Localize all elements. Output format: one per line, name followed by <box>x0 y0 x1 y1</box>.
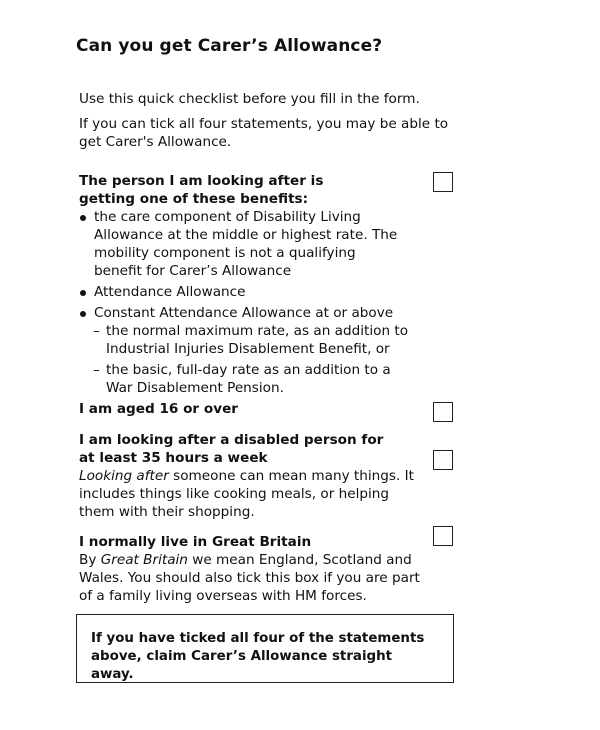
statement-residence-text <box>79 551 427 605</box>
statement-hours <box>79 431 424 521</box>
benefit-aa: Attendance Allowance <box>94 284 246 300</box>
caa-option-wdp: the basic, full-day rate as an addition to a War Disablement Pension. <box>106 362 391 396</box>
list-item <box>79 322 424 358</box>
benefit-dla: the care component of Disability Living Allowance at the middle or highest rate. The mobility component is not a qualifying benefit for Carer’s Allowance <box>94 209 398 279</box>
bullet-icon <box>80 215 86 221</box>
statement-hours-text <box>79 467 424 521</box>
great-britain-term: Great Britain <box>100 552 188 568</box>
residence-prefix: By <box>79 552 101 568</box>
list-item <box>79 304 424 322</box>
intro-line-1: Use this quick checklist before you fill in the form. <box>79 91 420 107</box>
statement-benefits <box>79 172 424 397</box>
dash-mark: – <box>93 323 100 339</box>
statement-hours-heading: I am looking after a disabled person for at least 35 hours a week <box>79 432 384 466</box>
statement-residence <box>79 533 424 605</box>
claim-callout-text: If you have ticked all four of the statements above, claim Carer’s Allowance straight away. <box>91 631 425 682</box>
statement-age-heading: I am aged 16 or over <box>79 401 238 417</box>
dash-mark: – <box>93 362 100 378</box>
bullet-icon <box>80 311 86 317</box>
statement-benefits-heading: The person I am looking after is getting one of these benefits: <box>79 173 324 207</box>
list-item <box>79 208 404 280</box>
caa-option-iidb: the normal maximum rate, as an addition to Industrial Injuries Disablement Benefit, or <box>106 323 409 357</box>
looking-after-term: Looking after <box>79 468 169 484</box>
looking-after-description: someone can mean many things. It includes things like cooking meals, or helping them with their shopping. <box>79 468 414 520</box>
benefit-caa: Constant Attendance Allowance at or above <box>94 305 394 321</box>
checkbox-benefits[interactable] <box>433 172 453 192</box>
checkbox-age[interactable] <box>433 402 453 422</box>
claim-callout-box <box>76 614 454 683</box>
page-title: Can you get Carer’s Allowance? <box>76 36 383 56</box>
list-item <box>79 283 424 301</box>
checkbox-hours[interactable] <box>433 450 453 470</box>
residence-description: we mean England, Scotland and Wales. You should also tick this box if you are part of a family living overseas with HM forces. <box>79 552 420 604</box>
checkbox-residence[interactable] <box>433 526 453 546</box>
bullet-icon <box>80 290 86 296</box>
list-item <box>79 361 416 397</box>
statement-residence-heading: I normally live in Great Britain <box>79 534 312 550</box>
intro-line-2: If you can tick all four statements, you may be able to get Carer's Allowance. <box>79 116 449 150</box>
